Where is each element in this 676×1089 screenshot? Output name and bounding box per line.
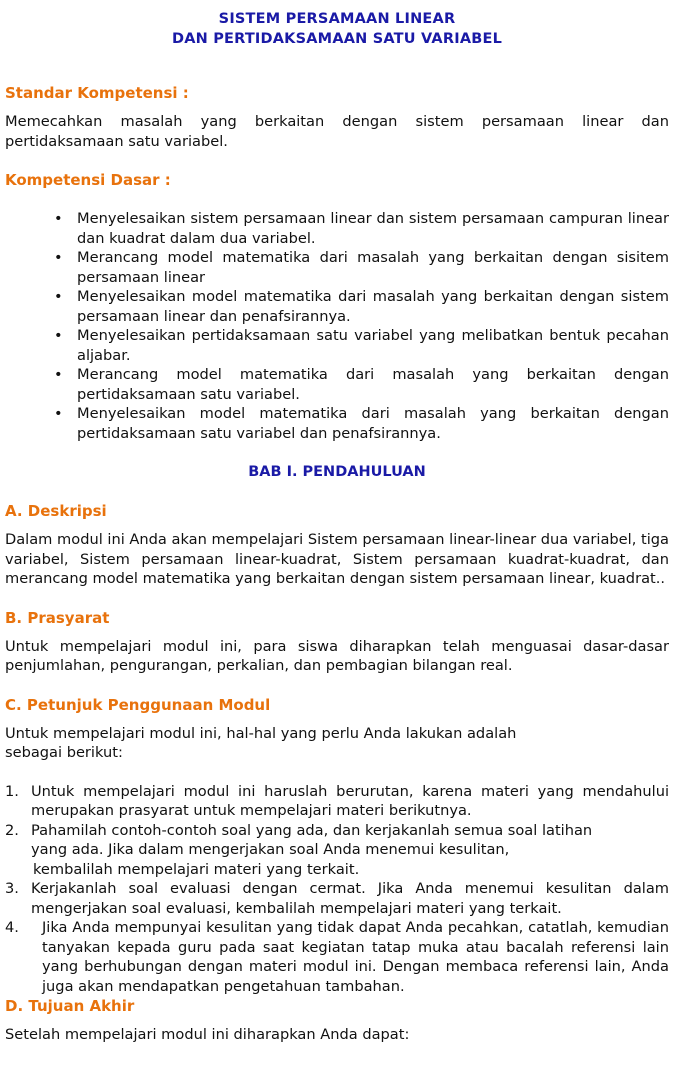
petunjuk-heading: C. Petunjuk Penggunaan Modul (5, 695, 271, 714)
petunjuk-list (5, 782, 669, 997)
kompetensi-list (5, 209, 669, 443)
list-item: • Menyelesaikan model matematika dari masalah yang berkaitan dengan sistem persamaan linear dan penafsirannya. (54, 288, 669, 325)
standar-heading: Standar Kompetensi : (5, 84, 189, 102)
list-item: • Merancang model matematika dari masalah yang berkaitan dengan pertidaksamaan satu variabel. (54, 366, 669, 403)
deskripsi-heading: A. Deskripsi (5, 502, 107, 520)
list-item: • Menyelesaikan pertidaksamaan satu variabel yang melibatkan bentuk pecahan aljabar. (54, 327, 669, 364)
tujuan-text: Setelah mempelajari modul ini diharapkan Anda dapat: (5, 1026, 410, 1043)
tujuan-heading: D. Tujuan Akhir (5, 997, 135, 1015)
list-item: 1. Untuk mempelajari modul ini haruslah berurutan, karena materi yang mendahului merupakan prasyarat untuk mempelajari materi berikutnya. (5, 782, 669, 819)
title-line-1: SISTEM PERSAMAAN LINEAR (218, 11, 456, 27)
deskripsi-text: Dalam modul ini Anda akan mempelajari Sistem persamaan linear-linear dua variabel, tiga variabel, Sistem persamaan linear-kuadrat, Sistem persamaan kuadrat-kuadrat, dan merancang model matematika yang berkaitan dengan sistem persamaan linear, kuadrat.. (5, 531, 669, 587)
chapter-heading: BAB I. PENDAHULUAN (248, 464, 426, 480)
kompetensi-heading: Kompetensi Dasar : (5, 171, 171, 189)
standar-text: Memecahkan masalah yang berkaitan dengan sistem persamaan linear dan pertidaksamaan satu variabel. (5, 113, 669, 150)
list-item: 4. Jika Anda mempunyai kesulitan yang tidak dapat Anda pecahkan, catatlah, kemudian tanyakan kepada guru pada saat kegiatan tatap muka atau bacalah referensi lain yang berhubungan dengan materi modul ini. Dengan membaca referensi lain, Anda juga akan mendapatkan pengetahuan tambahan. (5, 919, 669, 995)
petunjuk-intro: Untuk mempelajari modul ini, hal-hal yang perlu Anda lakukan adalah sebagai berikut: (5, 724, 517, 761)
prasyarat-heading: B. Prasyarat (5, 608, 110, 627)
prasyarat-text: Untuk mempelajari modul ini, para siswa diharapkan telah menguasai dasar-dasar penjumlahan, pengurangan, perkalian, dan pembagian bilangan real. (5, 637, 669, 674)
list-item: 3. Kerjakanlah soal evaluasi dengan cermat. Jika Anda menemui kesulitan dalam mengerjakan soal evaluasi, kembalilah mempelajari materi yang terkait. (5, 880, 669, 917)
document-page (5, 0, 669, 1045)
list-item: • Menyelesaikan sistem persamaan linear dan sistem persamaan campuran linear dan kuadrat dalam dua variabel. (54, 210, 669, 247)
document-title (5, 9, 669, 49)
list-item: • Menyelesaikan model matematika dari masalah yang berkaitan dengan pertidaksamaan satu variabel dan penafsirannya. (54, 405, 669, 442)
list-item: • Merancang model matematika dari masalah yang berkaitan dengan sisitem persamaan linear (54, 249, 669, 286)
list-item: 2. Pahamilah contoh-contoh soal yang ada, dan kerjakanlah semua soal latihan yang ada. Jika dalam mengerjakan soal Anda menemui kesulitan, kembalilah mempelajari materi yang terkait. (5, 821, 593, 878)
title-line-2: DAN PERTIDAKSAMAAN SATU VARIABEL (171, 31, 503, 47)
